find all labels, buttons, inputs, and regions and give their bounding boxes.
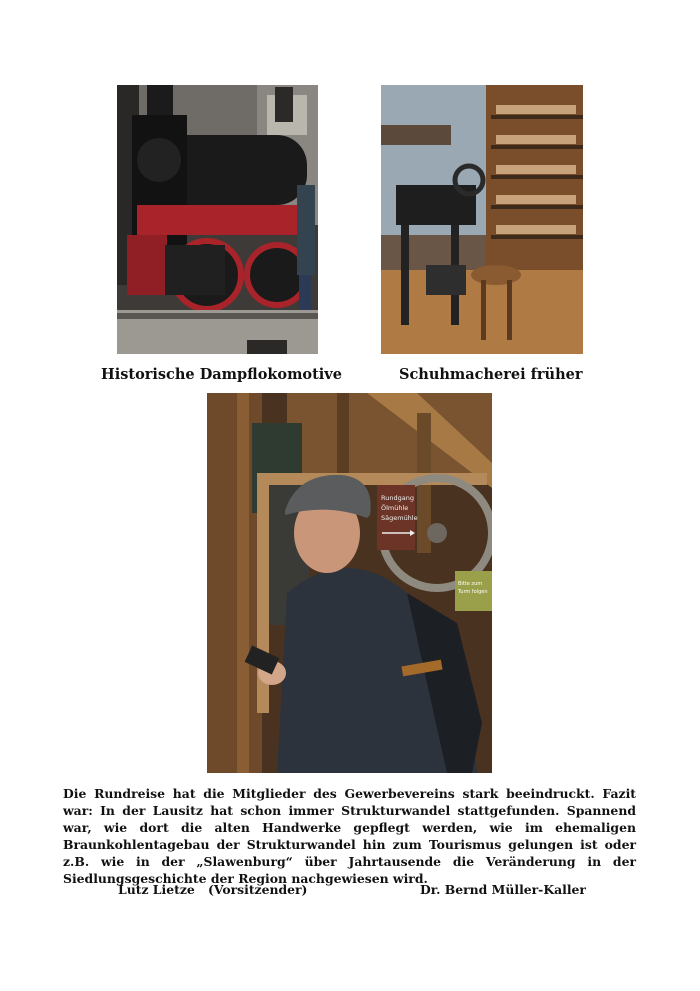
shoemaker-workshop-icon [381, 85, 583, 354]
shoemaker-workshop-photo [381, 85, 583, 354]
signature-second-name: Dr. Bernd Müller-Kaller [420, 882, 586, 897]
caption-locomotive: Historische Dampflokomotive [101, 366, 342, 383]
man-in-mill-icon [207, 393, 492, 773]
signature-role: (Vorsitzender) [208, 882, 308, 897]
caption-shoemaker: Schuhmacherei früher [399, 366, 583, 383]
steam-locomotive-icon [117, 85, 318, 354]
man-in-mill-photo [207, 393, 492, 773]
green-sign-line-2: Turm folgen [458, 589, 488, 595]
signature-name: Lutz Lietze [118, 882, 195, 897]
green-sign-line-1: Bitte zum [458, 581, 483, 587]
sign-line-1: Rundgang [381, 494, 414, 502]
sign-line-2: Ölmühle [381, 504, 409, 512]
sign-line-3: Sägemühle [381, 514, 418, 522]
steam-locomotive-photo [117, 85, 318, 354]
body-paragraph: Die Rundreise hat die Mitglieder des Gewerbevereins stark beeindruckt. Fazit war: In der Lausitz hat schon immer Strukturwandel stattgefunden. Spannend war, wie dort die alten Handwerke gepflegt werden, wie im ehemaligen Braunkohlentagebau der Strukturwandel hin zum Tourismus gelungen ist oder z.B. wie in der „Slawenburg“ über Jahrtausende die Veränderung in der Siedlungsgeschichte der Region nachgewiesen wird. [63, 786, 636, 886]
